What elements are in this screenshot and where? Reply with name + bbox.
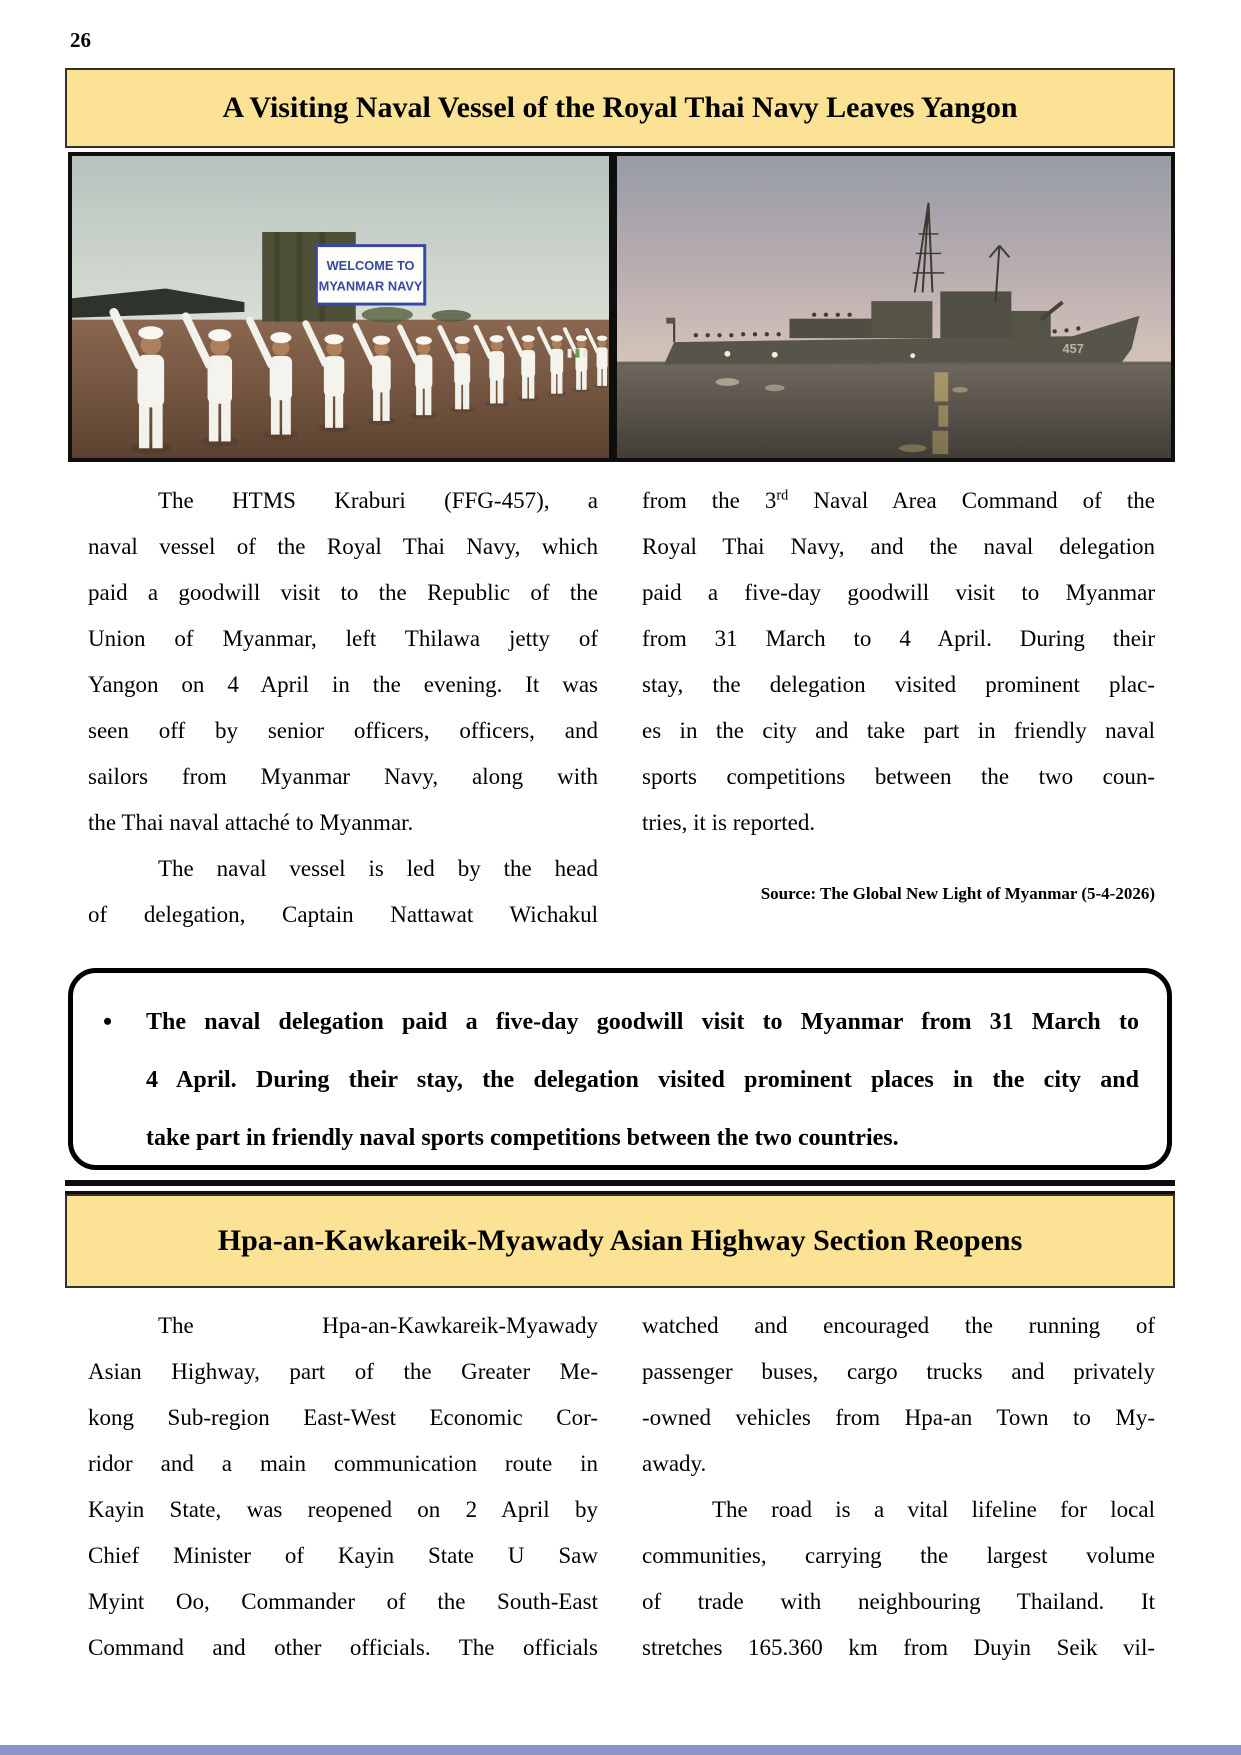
- callout-line: The naval delegation paid a five-day goodwill visit to Myanmar from 31 March to: [146, 1009, 1139, 1035]
- article1-left-line: the Thai naval attaché to Myanmar.: [88, 810, 414, 835]
- article1-right-line: es in the city and take part in friendly naval: [642, 718, 1155, 743]
- article1-left-line: sailors from Myanmar Navy, along with: [88, 764, 598, 789]
- article1-right-line: [642, 478, 1155, 524]
- article2-right-line: communities, carrying the largest volume: [642, 1543, 1155, 1568]
- article1-right-line: sports competitions between the two coun-: [642, 764, 1155, 789]
- article1-left-line: Yangon on 4 April in the evening. It was: [88, 672, 598, 697]
- article1-left-line: seen off by senior officers, officers, and: [88, 718, 598, 743]
- article2-left-line: ridor and a main communication route in: [88, 1451, 598, 1476]
- article1-title: A Visiting Naval Vessel of the Royal Thai Navy Leaves Yangon: [222, 91, 1018, 124]
- distant-onlookers: [568, 349, 588, 358]
- hull-number: 457: [1062, 340, 1084, 356]
- source-attribution: Source: The Global New Light of Myanmar (5-4-2026): [760, 884, 1155, 903]
- article2-right-line: stretches 165.360 km from Duyin Seik vil-: [642, 1635, 1155, 1660]
- callout-line: 4 April. During their stay, the delegation visited prominent places in the city and: [146, 1067, 1139, 1093]
- bullet-icon: •: [103, 1007, 113, 1036]
- ordinal-text: from the 3: [642, 488, 777, 513]
- article2-right-line: of trade with neighbouring Thailand. It: [642, 1589, 1155, 1614]
- article2-left-line: Chief Minister of Kayin State U Saw: [88, 1543, 598, 1568]
- article1-left-line: Union of Myanmar, left Thilawa jetty of: [88, 626, 598, 651]
- article1-left-line: paid a goodwill visit to the Republic of the: [88, 580, 598, 605]
- article2-right-line: -owned vehicles from Hpa-an Town to My-: [642, 1405, 1155, 1430]
- welcome-sign-line2: MYANMAR NAVY: [318, 278, 423, 294]
- article2-left-line: Command and other officials. The officials: [88, 1635, 598, 1660]
- article2-left-line: Kayin State, was reopened on 2 April by: [88, 1497, 598, 1522]
- article2-right-column: [642, 1303, 1155, 1671]
- welcome-sign-line1: WELCOME TO: [326, 258, 415, 273]
- ordinal-rest: Naval Area Command of the: [788, 488, 1155, 513]
- article1-right-line: stay, the delegation visited prominent plac-: [642, 672, 1155, 697]
- photo-ship-illustration: [617, 156, 1171, 458]
- article1-right-column: [642, 478, 1155, 846]
- viewer-footer-bar: [0, 1745, 1241, 1755]
- article2-left-line: kong Sub-region East-West Economic Cor-: [88, 1405, 598, 1430]
- photo-naval-vessel: [613, 152, 1175, 462]
- article1-right-line: tries, it is reported.: [642, 810, 816, 835]
- article2-left-column: [88, 1303, 598, 1671]
- photo-sailors-seeing-off: [68, 152, 613, 462]
- photo-sailors-illustration: [72, 156, 609, 458]
- article1-left-line: The HTMS Kraburi (FFG-457), a: [158, 488, 598, 513]
- page-number: 26: [70, 28, 91, 52]
- article2-left-line: The Hpa-an-Kawkareik-Myawady: [158, 1313, 598, 1338]
- article1-left-line: of delegation, Captain Nattawat Wichakul: [88, 902, 598, 927]
- article1-right-line: paid a five-day goodwill visit to Myanmar: [642, 580, 1155, 605]
- summary-callout-box: [68, 968, 1172, 1170]
- article1-left-line: The naval vessel is led by the head: [158, 856, 598, 881]
- callout-line: take part in friendly naval sports competitions between the two countries.: [146, 1125, 899, 1151]
- article2-right-line: The road is a vital lifeline for local: [712, 1497, 1155, 1522]
- article2-right-line: awady.: [642, 1451, 707, 1476]
- article2-right-line: passenger buses, cargo trucks and privately: [642, 1359, 1155, 1384]
- article2-left-line: Myint Oo, Commander of the South-East: [88, 1589, 598, 1614]
- article1-title-banner: [65, 68, 1175, 148]
- article1-left-column: [88, 478, 598, 938]
- section-divider-rule: [65, 1180, 1175, 1194]
- welcome-sign: [316, 246, 424, 304]
- article1-left-line: naval vessel of the Royal Thai Navy, which: [88, 534, 598, 559]
- photo2-water: [617, 364, 1171, 458]
- callout-text: [146, 993, 1139, 1167]
- article1-right-line: Royal Thai Navy, and the naval delegation: [642, 534, 1155, 559]
- ordinal-suffix: rd: [776, 487, 789, 504]
- article2-left-line: Asian Highway, part of the Greater Me-: [88, 1359, 598, 1384]
- article2-right-line: watched and encouraged the running of: [642, 1313, 1155, 1338]
- article2-title: Hpa-an-Kawkareik-Myawady Asian Highway Section Reopens: [217, 1224, 1023, 1257]
- article1-right-line: from 31 March to 4 April. During their: [642, 626, 1155, 651]
- article2-title-banner: [65, 1194, 1175, 1288]
